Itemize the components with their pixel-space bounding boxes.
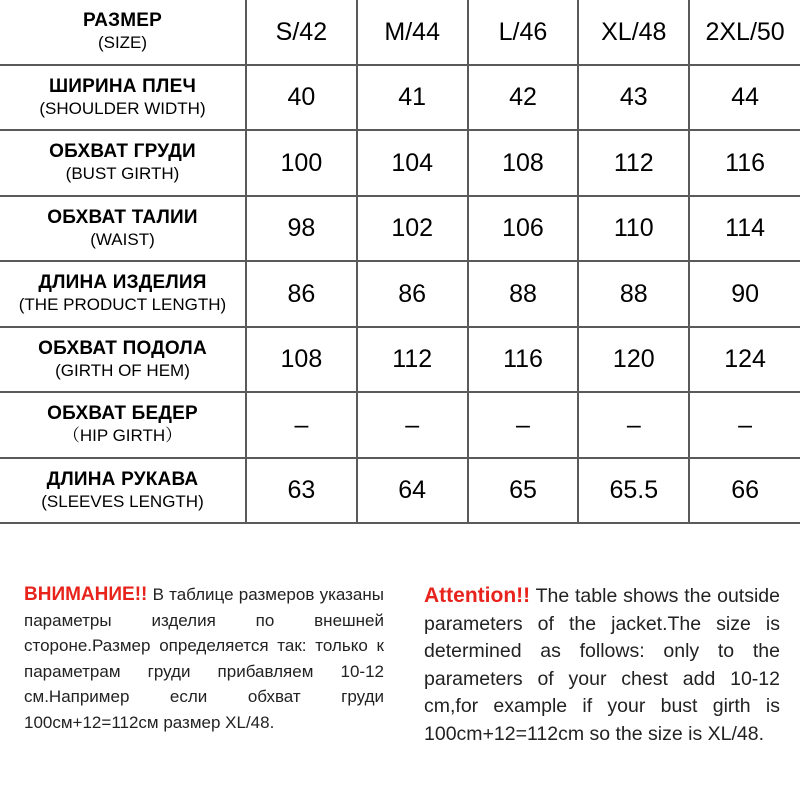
header-label-en: (SIZE) (97, 33, 148, 53)
table-cell: – (578, 392, 689, 458)
table-cell: 116 (689, 130, 800, 196)
size-column-header: S/42 (246, 0, 357, 65)
table-cell: 114 (689, 196, 800, 262)
note-russian (24, 582, 384, 735)
row-label-cell (0, 130, 246, 196)
table-cell: – (357, 392, 468, 458)
row-label-en: (SHOULDER WIDTH) (39, 98, 206, 118)
table-cell: 124 (689, 327, 800, 393)
table-cell: 42 (468, 65, 579, 131)
size-column-header: 2XL/50 (689, 0, 800, 65)
table-cell: 86 (357, 261, 468, 327)
header-label-ru: РАЗМЕР (83, 10, 162, 32)
table-cell: 110 (578, 196, 689, 262)
row-label-cell (0, 327, 246, 393)
table-cell: 63 (246, 458, 357, 524)
table-row (0, 65, 800, 131)
table-cell: 64 (357, 458, 468, 524)
row-label-cell (0, 392, 246, 458)
table-cell: 88 (468, 261, 579, 327)
row-label-en: (GIRTH OF HEM) (55, 360, 190, 380)
table-cell: 108 (468, 130, 579, 196)
size-column-header: M/44 (357, 0, 468, 65)
table-cell: 116 (468, 327, 579, 393)
table-cell: 88 (578, 261, 689, 327)
table-cell: 40 (246, 65, 357, 131)
attention-label-en: Attention!! (424, 584, 531, 607)
row-label-en: （HIP GIRTH） (62, 426, 183, 446)
table-cell: 44 (689, 65, 800, 131)
row-label-en: (BUST GIRTH) (65, 164, 180, 184)
size-column-header: L/46 (468, 0, 579, 65)
table-header-row (0, 0, 800, 65)
table-cell: 104 (357, 130, 468, 196)
table-cell: – (689, 392, 800, 458)
table-cell: 98 (246, 196, 357, 262)
row-label-en: (SLEEVES LENGTH) (41, 491, 204, 511)
table-cell: – (468, 392, 579, 458)
table-cell: 100 (246, 130, 357, 196)
table-cell: 65.5 (578, 458, 689, 524)
row-label-cell (0, 65, 246, 131)
table-cell: 43 (578, 65, 689, 131)
table-cell: 66 (689, 458, 800, 524)
table-cell: 102 (357, 196, 468, 262)
table-cell: 41 (357, 65, 468, 131)
table-row (0, 196, 800, 262)
notes-section (0, 582, 800, 792)
table-cell: 112 (578, 130, 689, 196)
row-label-ru: ОБХВАТ ТАЛИИ (47, 206, 198, 228)
row-label-en: (THE PRODUCT LENGTH) (18, 295, 227, 315)
table-cell: 106 (468, 196, 579, 262)
attention-label-ru: ВНИМАНИЕ!! (24, 584, 148, 605)
table-cell: 120 (578, 327, 689, 393)
row-label-en: (WAIST) (90, 229, 155, 249)
row-label-cell (0, 261, 246, 327)
row-label-ru: ДЛИНА ИЗДЕЛИЯ (38, 272, 207, 294)
row-label-ru: ОБХВАТ ГРУДИ (49, 141, 196, 163)
note-text-en: The table shows the outside parameters of the jacket.The size is determined as follows: only to the parameters of your chest add 10-12 cm,for example if your bust girth is 100cm+12=112cm so the size is XL/48. (424, 585, 780, 745)
table-cell: 112 (357, 327, 468, 393)
row-label-ru: ДЛИНА РУКАВА (46, 468, 199, 490)
size-column-header: XL/48 (578, 0, 689, 65)
table-row (0, 458, 800, 524)
table-row (0, 327, 800, 393)
table-row (0, 392, 800, 458)
note-english (424, 582, 780, 748)
table-row (0, 261, 800, 327)
table-cell: 108 (246, 327, 357, 393)
table-row (0, 130, 800, 196)
table-cell: – (246, 392, 357, 458)
row-label-ru: ОБХВАТ ПОДОЛА (38, 337, 207, 359)
row-label-ru: ОБХВАТ БЕДЕР (47, 403, 198, 425)
header-label-cell (0, 0, 246, 65)
row-label-cell (0, 196, 246, 262)
row-label-ru: ШИРИНА ПЛЕЧ (48, 75, 196, 97)
row-label-cell (0, 458, 246, 524)
table-cell: 90 (689, 261, 800, 327)
table-cell: 65 (468, 458, 579, 524)
table-cell: 86 (246, 261, 357, 327)
note-text-ru: В таблице размеров указаны параметры изделия по внешней стороне.Размер определяется так: только к параметрам груди прибавляем 10-12 см.Например если обхват груди 100см+12=112см размер XL/48. (24, 585, 384, 732)
